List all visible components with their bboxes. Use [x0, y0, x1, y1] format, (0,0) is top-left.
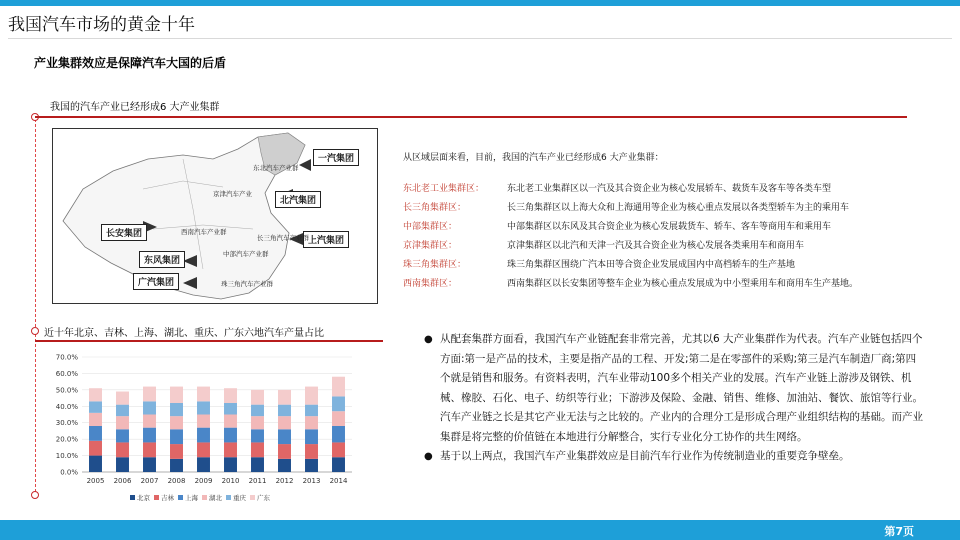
- bullet-text: 从配套集群方面看，我国汽车产业链配套非常完善，尤其以6 大产业集群作为代表。汽车产业链包括四个方面:第一是产品的技术，主要是指产品的工程、开发;第二是在零部件的采购;第三是汽车制造厂商;第四个就是销售和服务。有资料表明，汽车业带动100多个相关产业的发展。汽车产业链上游涉及钢铁、机械、橡胶、石化、电子、纺织等行业；下游涉及保险、金融、销售、维修、加油站、餐饮、旅馆等行业。汽车产业链之长是其它产业无法与之比较的。产业内的合理分工是形成合理产业组织结构的基础。而产业集群是将完整的价值链在本地进行分解整合，实行专业化分工协作的共生网络。: [440, 333, 923, 443]
- legend-label: 北京: [137, 494, 150, 502]
- bar-segment: [116, 429, 129, 442]
- bar-segment: [170, 403, 183, 416]
- bullet-item: [424, 447, 924, 467]
- bar-segment: [143, 415, 156, 428]
- cluster-row: [403, 238, 804, 251]
- bar-segment: [143, 442, 156, 457]
- chart-section-label: 近十年北京、吉林、上海、湖北、重庆、广东六地汽车产量占比: [44, 328, 324, 339]
- cluster-desc: 京津集群区以北汽和天津一汽及其合资企业为核心发展各类乘用车和商用车: [507, 241, 805, 251]
- bar-segment: [251, 442, 264, 457]
- bar-segment: [89, 388, 102, 401]
- bar-segment: [251, 429, 264, 442]
- map-label-central: 中部汽车产业群: [223, 250, 269, 258]
- y-tick-label: 10.0%: [55, 452, 78, 461]
- bar-segment: [224, 403, 237, 415]
- x-tick-label: 2008: [167, 477, 186, 485]
- bar-segment: [224, 442, 237, 457]
- bullet-item: [424, 330, 924, 447]
- y-tick-label: 0.0%: [60, 468, 78, 477]
- map-label-yangtze: 长三角汽车产业群: [257, 234, 309, 242]
- bar-segment: [278, 390, 291, 405]
- cluster-desc: 珠三角集群区围绕广汽本田等合资企业发展成国内中高档轿车的生产基地: [507, 260, 796, 270]
- cluster-intro: 从区域层面来看，目前，我国的汽车产业已经形成6 大产业集群：: [403, 153, 664, 163]
- bar-segment: [143, 457, 156, 472]
- bar-segment: [89, 456, 102, 472]
- bar-segment: [305, 416, 318, 429]
- cluster-name: 中部集群区：: [403, 222, 458, 232]
- cluster-box-saic: 上汽集团: [303, 231, 349, 248]
- bar-segment: [305, 405, 318, 417]
- legend-label: 吉林: [161, 494, 174, 502]
- map-label-northeast: 东北汽车产业群: [253, 164, 299, 172]
- cluster-row: [403, 181, 831, 194]
- slide-subtitle: 产业集群效应是保障汽车大国的后盾: [34, 56, 227, 70]
- timeline-line: [35, 114, 36, 492]
- bar-segment: [170, 444, 183, 459]
- bar-segment: [332, 442, 345, 457]
- cluster-desc: 东北老工业集群区以一汽及其合资企业为核心发展轿车、载货车及客车等各类车型: [507, 184, 832, 194]
- timeline-dot-bottom: [31, 491, 39, 499]
- x-tick-label: 2010: [221, 477, 240, 485]
- page-number: 第7页: [884, 525, 914, 538]
- legend-swatch: [226, 495, 231, 500]
- legend-label: 广东: [257, 494, 270, 502]
- bar-segment: [332, 396, 345, 411]
- cluster-desc: 西南集群区以长安集团等整车企业为核心重点发展成为中小型乘用车和商用车生产基地。: [507, 279, 859, 289]
- bar-segment: [89, 401, 102, 413]
- bar-segment: [251, 405, 264, 417]
- cluster-desc: 长三角集群区以上海大众和上海通用等企业为核心重点发展以各类型轿车为主的乘用车: [507, 203, 850, 213]
- legend-swatch: [250, 495, 255, 500]
- cluster-desc: 中部集群区以东风及其合资企业为核心发展载货车、轿车、客车等商用车和乘用车: [507, 222, 832, 232]
- map-section-label: 我国的汽车产业已经形成6 大产业集群: [50, 102, 220, 113]
- bar-segment: [89, 413, 102, 426]
- bar-segment: [116, 442, 129, 457]
- cluster-name: 京津集群区：: [403, 241, 458, 251]
- legend-label: 湖北: [209, 494, 222, 502]
- bar-segment: [170, 459, 183, 472]
- x-tick-label: 2006: [113, 477, 132, 485]
- bar-segment: [116, 392, 129, 405]
- map-label-southwest: 西南汽车产业群: [181, 228, 227, 236]
- map-label-pearl: 珠三角汽车产业群: [221, 280, 273, 288]
- timeline-dot-middle: [31, 327, 39, 335]
- bar-segment: [278, 459, 291, 472]
- bar-segment: [197, 415, 210, 428]
- x-tick-label: 2011: [248, 477, 267, 485]
- legend-label: 上海: [185, 494, 198, 502]
- cluster-box-changan: 长安集团: [101, 224, 147, 241]
- bar-segment: [332, 457, 345, 472]
- bar-segment: [143, 387, 156, 402]
- x-tick-label: 2012: [275, 477, 294, 485]
- bar-segment: [278, 444, 291, 459]
- cluster-row: [403, 276, 858, 289]
- x-tick-label: 2013: [302, 477, 321, 485]
- map-label-jingjin: 京津汽车产业: [213, 190, 252, 198]
- x-tick-label: 2005: [86, 477, 105, 485]
- bar-segment: [224, 428, 237, 443]
- bar-segment: [116, 416, 129, 429]
- bar-segment: [278, 416, 291, 429]
- x-tick-label: 2007: [140, 477, 159, 485]
- y-tick-label: 50.0%: [55, 386, 78, 395]
- bar-segment: [89, 441, 102, 456]
- x-tick-label: 2014: [329, 477, 348, 485]
- y-tick-label: 40.0%: [55, 402, 78, 411]
- bottom-bar: [0, 520, 960, 540]
- y-tick-label: 60.0%: [55, 369, 78, 378]
- chart-section-rule: [35, 340, 383, 342]
- bar-segment: [224, 415, 237, 428]
- bar-segment: [332, 377, 345, 397]
- slide-title: 我国汽车市场的黄金十年: [8, 15, 195, 35]
- bar-segment: [224, 457, 237, 472]
- cluster-row: [403, 219, 831, 232]
- bar-segment: [224, 388, 237, 403]
- cluster-name: 东北老工业集群区：: [403, 184, 485, 194]
- bar-segment: [251, 457, 264, 472]
- bar-segment: [305, 444, 318, 459]
- bar-segment: [197, 428, 210, 443]
- cluster-box-faw: 一汽集团: [313, 149, 359, 166]
- bar-segment: [116, 405, 129, 417]
- production-share-chart: [40, 345, 360, 510]
- china-cluster-map: [52, 128, 378, 304]
- bar-segment: [251, 390, 264, 405]
- legend-swatch: [154, 495, 159, 500]
- bullet-dot-icon: ●: [424, 451, 433, 462]
- bar-segment: [197, 457, 210, 472]
- bullet-list: [424, 330, 924, 467]
- cluster-box-baic: 北汽集团: [275, 191, 321, 208]
- top-accent-bar: [0, 0, 960, 6]
- map-section-rule: [35, 116, 907, 118]
- cluster-row: [403, 200, 849, 213]
- y-tick-label: 20.0%: [55, 435, 78, 444]
- bar-segment: [143, 401, 156, 414]
- bar-segment: [278, 429, 291, 444]
- cluster-box-dongfeng: 东风集团: [139, 251, 185, 268]
- cluster-name: 珠三角集群区：: [403, 260, 467, 270]
- legend-swatch: [202, 495, 207, 500]
- bar-segment: [197, 442, 210, 457]
- cluster-name: 长三角集群区：: [403, 203, 467, 213]
- cluster-name: 西南集群区：: [403, 279, 458, 289]
- bar-segment: [332, 426, 345, 442]
- bar-segment: [170, 429, 183, 444]
- bar-segment: [278, 405, 291, 417]
- bar-segment: [143, 428, 156, 443]
- bar-segment: [170, 387, 183, 403]
- bar-segment: [305, 429, 318, 444]
- legend-swatch: [178, 495, 183, 500]
- bar-segment: [89, 426, 102, 441]
- bar-segment: [305, 387, 318, 405]
- cluster-row: [403, 257, 795, 270]
- y-tick-label: 30.0%: [55, 419, 78, 428]
- bar-segment: [197, 387, 210, 402]
- bar-segment: [332, 411, 345, 426]
- legend-label: 重庆: [233, 494, 246, 502]
- bar-segment: [116, 457, 129, 472]
- bar-segment: [197, 401, 210, 414]
- bar-segment: [305, 459, 318, 472]
- title-divider: [8, 38, 952, 39]
- legend-swatch: [130, 495, 135, 500]
- x-tick-label: 2009: [194, 477, 213, 485]
- bullet-text: 基于以上两点，我国汽车产业集群效应是目前汽车行业作为传统制造业的重要竞争壁垒。: [440, 450, 850, 462]
- bar-segment: [170, 416, 183, 429]
- bar-segment: [251, 416, 264, 429]
- cluster-box-gac: 广汽集团: [133, 273, 179, 290]
- bullet-dot-icon: ●: [424, 334, 433, 345]
- y-tick-label: 70.0%: [55, 353, 78, 362]
